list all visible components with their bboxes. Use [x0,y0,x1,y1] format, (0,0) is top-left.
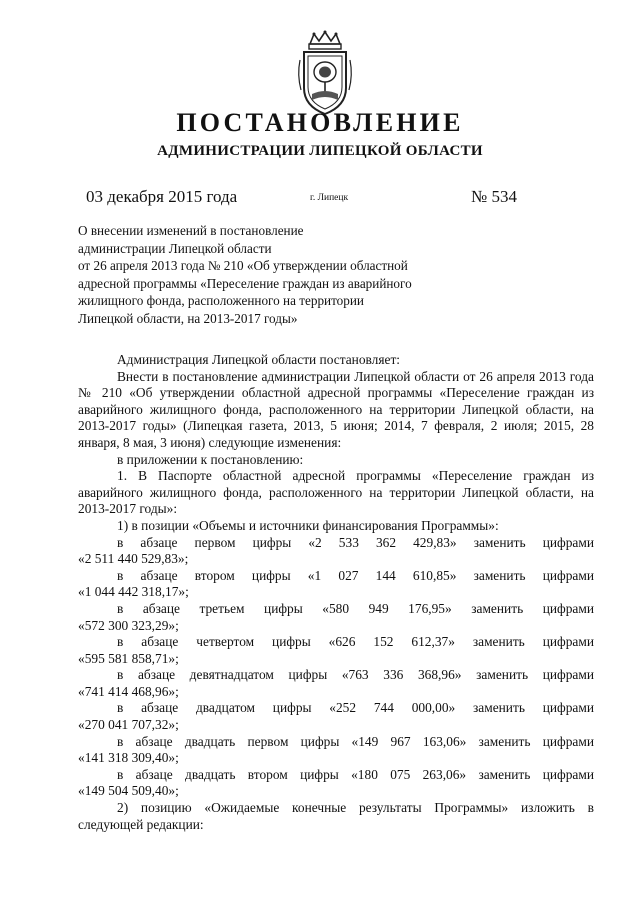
document-date: 03 декабря 2015 года [86,187,238,206]
change-item-value: «595 581 858,71»; [78,650,179,666]
change-item-value: «741 414 468,96»; [78,683,179,699]
subject-line: администрации Липецкой области [78,240,272,256]
change-item-text: в абзаце девятнадцатом цифры «763 336 368,96» заменить цифрами [117,667,594,683]
document-number: № 534 [471,187,517,206]
change-item-text: в абзаце втором цифры «1 027 144 610,85» заменить цифрами [117,567,594,583]
body-paragraph: 1) в позиции «Объемы и источники финансирования Программы»: [117,517,499,533]
change-item-value: «572 300 323,29»; [78,617,179,633]
document-subject [78,222,478,328]
subject-line: адресной программы «Переселение граждан из аварийного [78,275,412,291]
change-item-value: «2 511 440 529,83»; [78,551,189,567]
document-body [78,352,594,833]
change-item-text: в абзаце первом цифры «2 533 362 429,83» заменить цифрами [117,534,594,550]
change-item-text: в абзаце двадцать первом цифры «149 967 163,06» заменить цифрами [117,733,594,749]
subject-line: Липецкой области, на 2013-2017 годы» [78,310,298,326]
coat-of-arms-icon [296,30,354,116]
document-subtitle: АДМИНИСТРАЦИИ ЛИПЕЦКОЙ ОБЛАСТИ [157,143,483,159]
subject-line: жилищного фонда, расположенного на территории [78,293,364,309]
change-item-text: в абзаце двадцать втором цифры «180 075 263,06» заменить цифрами [117,766,594,782]
body-paragraph: 2) позицию «Ожидаемые конечные результаты Программы» изложить в следующей редакции: [78,800,594,832]
change-item-value: «1 044 442 318,17»; [78,584,189,600]
subject-line: от 26 апреля 2013 года № 210 «Об утверждении областной [78,258,408,274]
body-paragraph: в приложении к постановлению: [117,451,304,467]
change-item-value: «270 041 707,32»; [78,717,179,733]
body-paragraph: 1. В Паспорте областной адресной программы «Переселение граждан из аварийного жилищного фонда, расположенного на территории Липецкой области, на 2013-2017 годы»: [78,468,594,517]
change-item-text: в абзаце двадцатом цифры «252 744 000,00» заменить цифрами [117,700,594,716]
body-paragraph: Администрация Липецкой области постановляет: [117,352,401,367]
document-title: ПОСТАНОВЛЕНИЕ [176,108,464,137]
change-item-text: в абзаце четвертом цифры «626 152 612,37» заменить цифрами [117,634,594,650]
change-item-value: «149 504 509,40»; [78,783,179,799]
subject-line: О внесении изменений в постановление [78,223,304,238]
change-item-value: «141 318 309,40»; [78,750,179,766]
body-paragraph: Внести в постановление администрации Липецкой области от 26 апреля 2013 года № 210 «Об утверждении областной адресной программы «Переселение граждан из аварийного жилищного фонда, расположенного на территории Липецкой области, на 2013-2017 годы» (Липецкая газета, 2013, 5 июня; 2014, 7 февраля, 2 июля; 2015, 28 января, 8 мая, 3 июня) следующие изменения: [78,368,594,450]
change-item-text: в абзаце третьем цифры «580 949 176,95» заменить цифрами [117,600,594,616]
document-city: г. Липецк [310,193,349,203]
